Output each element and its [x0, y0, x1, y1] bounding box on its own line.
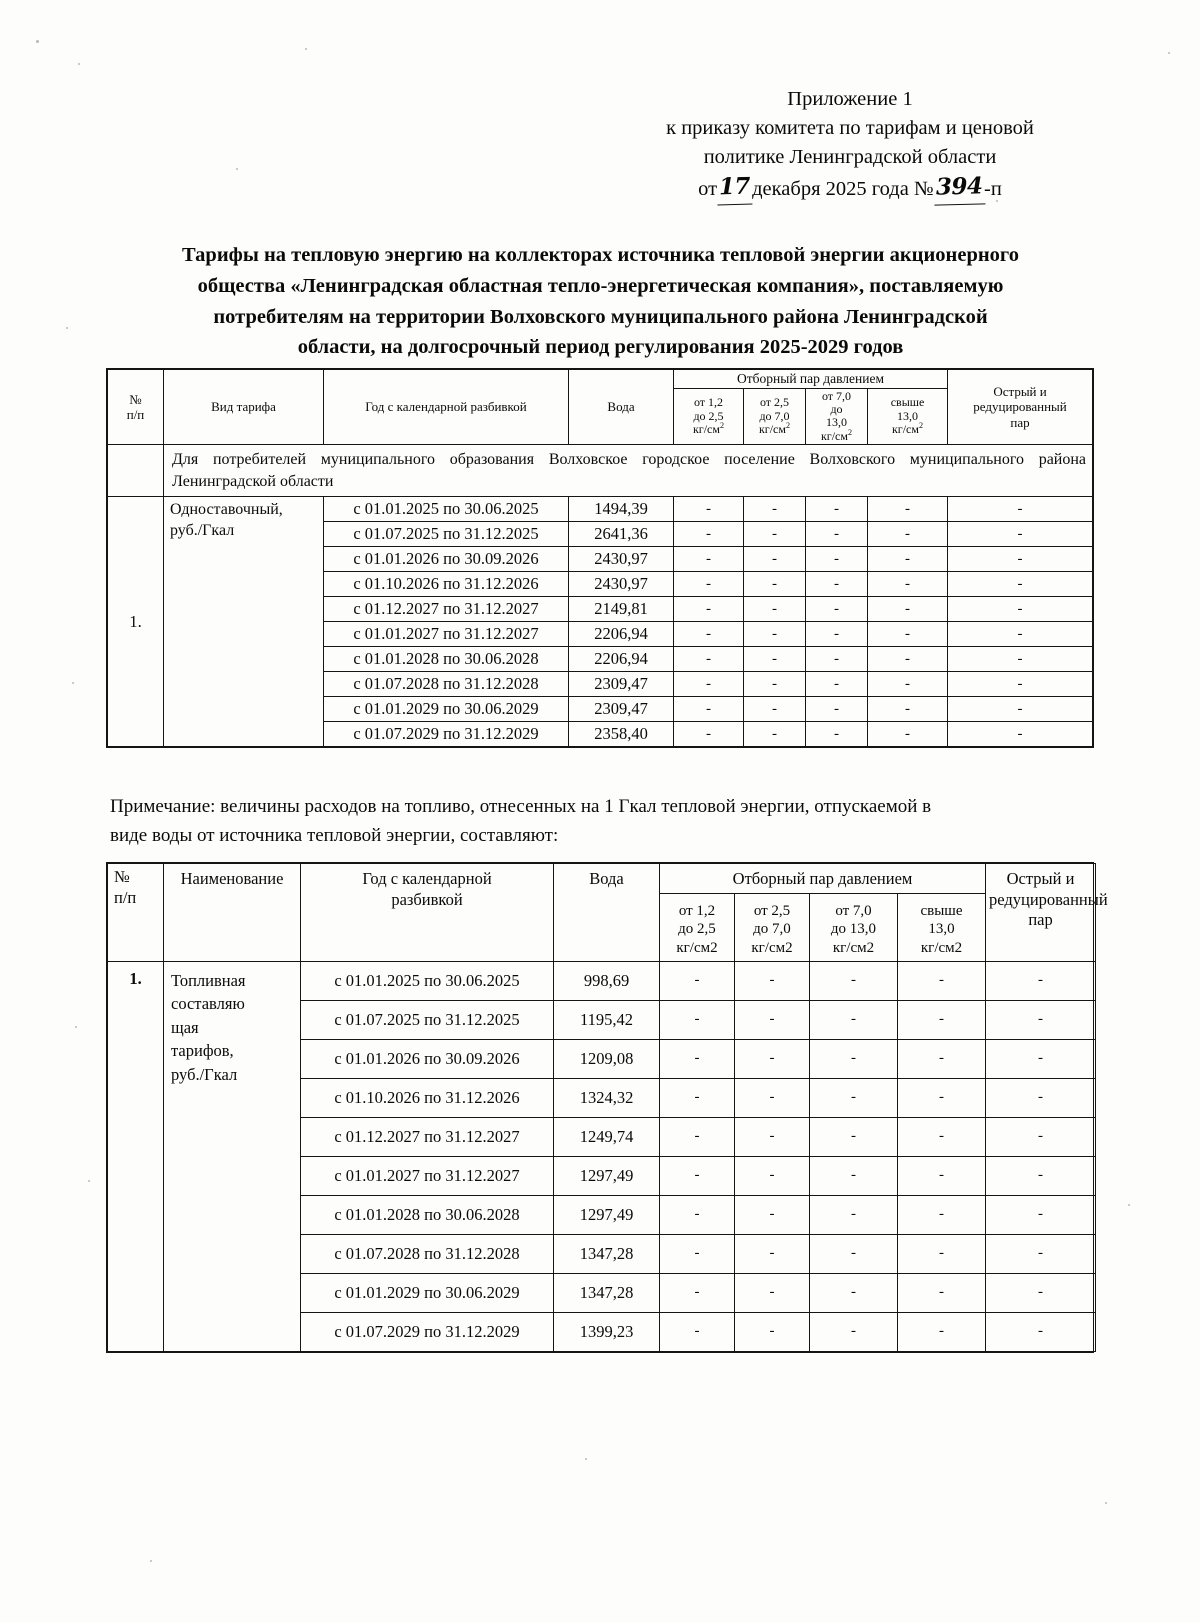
- order-date-line: [620, 172, 1080, 206]
- cell-period: с 01.01.2027 по 31.12.2027: [301, 1156, 554, 1195]
- cell-period: с 01.01.2026 по 30.09.2026: [301, 1039, 554, 1078]
- cell-sharp-steam: -: [986, 1000, 1096, 1039]
- th-sharp-reduced-steam: Острый и редуцированный пар: [948, 370, 1093, 445]
- order-reference-line-2: политике Ленинградской области: [703, 146, 997, 169]
- scan-speckle: [78, 63, 80, 65]
- cell-period: с 01.07.2025 по 31.12.2025: [301, 1000, 554, 1039]
- cell-steam-3: -: [810, 1273, 898, 1312]
- cell-steam-3: -: [806, 497, 868, 522]
- th-sharp-reduced-steam: Острый и редуцированный пар: [986, 864, 1096, 962]
- th-year-breakdown: Год с календарной разбивкой: [324, 370, 569, 445]
- cell-period: с 01.01.2026 по 30.09.2026: [324, 547, 569, 572]
- document-header: [620, 85, 1080, 206]
- cell-sharp-steam: -: [948, 497, 1093, 522]
- cell-steam-3: -: [806, 547, 868, 572]
- cell-steam-1: -: [674, 572, 744, 597]
- handwritten-day: 17: [717, 171, 753, 206]
- cell-steam-2: -: [735, 961, 810, 1000]
- cell-steam-4: -: [868, 497, 948, 522]
- cell-steam-4: -: [868, 572, 948, 597]
- cell-steam-2: -: [735, 1078, 810, 1117]
- cell-steam-4: -: [868, 622, 948, 647]
- order-reference-line-1: к приказу комитета по тарифам и ценовой: [666, 117, 1034, 140]
- cell-steam-1: -: [674, 497, 744, 522]
- cell-steam-2: -: [735, 1195, 810, 1234]
- cell-steam-3: -: [806, 722, 868, 747]
- title-line-3: потребителям на территории Волховского муниципального района Ленинградской: [213, 305, 988, 328]
- cell-water: 1249,74: [554, 1117, 660, 1156]
- cell-sharp-steam: -: [948, 597, 1093, 622]
- cell-steam-3: -: [810, 1234, 898, 1273]
- appendix-label: Приложение 1: [787, 88, 913, 110]
- cell-steam-2: -: [735, 1000, 810, 1039]
- cell-sharp-steam: -: [986, 1273, 1096, 1312]
- cell-steam-3: -: [810, 1039, 898, 1078]
- cell-period: с 01.01.2027 по 31.12.2027: [324, 622, 569, 647]
- cell-steam-4: -: [868, 522, 948, 547]
- th-water: Вода: [554, 864, 660, 962]
- tariff-table-container: [106, 368, 1094, 748]
- cell-sharp-steam: -: [948, 547, 1093, 572]
- cell-period: с 01.12.2027 по 31.12.2027: [301, 1117, 554, 1156]
- cell-steam-4: -: [898, 1273, 986, 1312]
- cell-steam-4: -: [868, 547, 948, 572]
- scan-speckle: [1128, 1204, 1130, 1206]
- cell-steam-1: -: [660, 961, 735, 1000]
- superscript-two: 2: [719, 421, 725, 431]
- scan-speckle: [1105, 1502, 1107, 1504]
- cell-steam-3: -: [810, 961, 898, 1000]
- cell-water: 2149,81: [569, 597, 674, 622]
- scan-speckle: [1168, 52, 1170, 54]
- cell-steam-4: -: [898, 1078, 986, 1117]
- cell-steam-1: -: [674, 597, 744, 622]
- cell-steam-3: -: [806, 647, 868, 672]
- cell-steam-1: -: [660, 1117, 735, 1156]
- cell-water: 1347,28: [554, 1273, 660, 1312]
- cell-steam-4: -: [868, 647, 948, 672]
- cell-water: 1399,23: [554, 1312, 660, 1351]
- cell-steam-2: -: [744, 722, 806, 747]
- row-number: 1.: [108, 497, 164, 747]
- th-steam-1-2-to-2-5: от 1,2 до 2,5 кг/см2: [660, 893, 735, 961]
- cell-steam-2: -: [744, 522, 806, 547]
- cell-sharp-steam: -: [986, 1156, 1096, 1195]
- cell-period: с 01.07.2028 по 31.12.2028: [324, 672, 569, 697]
- cell-steam-1: -: [674, 647, 744, 672]
- cell-steam-3: -: [810, 1078, 898, 1117]
- cell-period: с 01.01.2025 по 30.06.2025: [301, 961, 554, 1000]
- fuel-component-table-container: [106, 862, 1108, 1353]
- cell-water: 998,69: [554, 961, 660, 1000]
- cell-steam-2: -: [735, 1039, 810, 1078]
- cell-sharp-steam: -: [948, 647, 1093, 672]
- cell-period: с 01.12.2027 по 31.12.2027: [324, 597, 569, 622]
- th-steam-2-5-to-7-0: от 2,5 до 7,0 $кг/см^2$: [744, 388, 806, 445]
- cell-water: 1297,49: [554, 1156, 660, 1195]
- cell-sharp-steam: -: [948, 697, 1093, 722]
- th-steam-group: Отборный пар давлением: [674, 370, 948, 389]
- cell-steam-2: -: [744, 597, 806, 622]
- cell-steam-3: -: [810, 1312, 898, 1351]
- cell-water: 2430,97: [569, 547, 674, 572]
- cell-steam-1: -: [660, 1273, 735, 1312]
- th-water: Вода: [569, 370, 674, 445]
- th-year-breakdown: Год с календарной разбивкой: [301, 864, 554, 962]
- scan-speckle: [72, 682, 74, 684]
- cell-steam-2: -: [744, 622, 806, 647]
- handwritten-order-number: 394: [933, 171, 984, 206]
- cell-period: с 01.01.2028 по 30.06.2028: [301, 1195, 554, 1234]
- th-row-number: № п/п: [108, 370, 164, 445]
- cell-period: с 01.07.2028 по 31.12.2028: [301, 1234, 554, 1273]
- cell-steam-1: -: [660, 1195, 735, 1234]
- cell-period: с 01.10.2026 по 31.12.2026: [301, 1078, 554, 1117]
- cell-steam-2: -: [735, 1117, 810, 1156]
- scope-row-number-spacer: [108, 445, 164, 497]
- cell-steam-1: -: [674, 522, 744, 547]
- cell-water: 2309,47: [569, 672, 674, 697]
- cell-steam-3: -: [806, 597, 868, 622]
- cell-sharp-steam: -: [948, 522, 1093, 547]
- cell-steam-4: -: [898, 1117, 986, 1156]
- cell-steam-3: -: [806, 697, 868, 722]
- note-line-1: Примечание: величины расходов на топливо, отнесенных на 1 Гкал тепловой энергии, отпускаемой в: [110, 796, 932, 817]
- cell-steam-1: -: [660, 1156, 735, 1195]
- cell-steam-3: -: [806, 522, 868, 547]
- superscript-two: 2: [918, 421, 924, 431]
- cell-steam-3: -: [810, 1117, 898, 1156]
- cell-steam-1: -: [660, 1039, 735, 1078]
- tariff-type-label: Одноставочный, руб./Гкал: [164, 497, 324, 747]
- cell-steam-3: -: [806, 622, 868, 647]
- page-title: [108, 240, 1093, 363]
- cell-steam-4: -: [898, 1195, 986, 1234]
- cell-steam-1: -: [660, 1234, 735, 1273]
- cell-sharp-steam: -: [948, 672, 1093, 697]
- cell-sharp-steam: -: [948, 622, 1093, 647]
- table-header-row-top: [108, 370, 1093, 389]
- cell-water: 1347,28: [554, 1234, 660, 1273]
- cell-steam-3: -: [810, 1156, 898, 1195]
- tariff-table: [107, 369, 1093, 747]
- cell-period: с 01.07.2025 по 31.12.2025: [324, 522, 569, 547]
- cell-water: 1494,39: [569, 497, 674, 522]
- cell-steam-3: -: [806, 672, 868, 697]
- cell-steam-2: -: [744, 547, 806, 572]
- cell-period: с 01.10.2026 по 31.12.2026: [324, 572, 569, 597]
- th-steam-group: Отборный пар давлением: [660, 864, 986, 894]
- cell-steam-4: -: [898, 1039, 986, 1078]
- cell-sharp-steam: -: [986, 1039, 1096, 1078]
- cell-steam-2: -: [744, 497, 806, 522]
- cell-water: 2206,94: [569, 647, 674, 672]
- scan-speckle: [150, 1560, 152, 1562]
- table-scope-row: [108, 445, 1093, 497]
- cell-steam-1: -: [674, 697, 744, 722]
- scope-description: Для потребителей муниципального образования Волховское городское поселение Волховского муниципального района Ленинградской области: [164, 445, 1093, 497]
- cell-sharp-steam: -: [986, 1078, 1096, 1117]
- cell-steam-4: -: [898, 1312, 986, 1351]
- cell-steam-1: -: [674, 672, 744, 697]
- cell-steam-3: -: [810, 1195, 898, 1234]
- cell-steam-4: -: [898, 1234, 986, 1273]
- cell-water: 2206,94: [569, 622, 674, 647]
- table-row: [108, 961, 1096, 1000]
- note-line-2: виде воды от источника тепловой энергии, составляют:: [110, 824, 559, 846]
- th-steam-1-2-to-2-5: от 1,2 до 2,5 $кг/см^2$: [674, 388, 744, 445]
- order-number-suffix: -п: [984, 178, 1002, 201]
- th-steam-7-0-to-13-0: от 7,0 до 13,0 $кг/см^2$: [806, 388, 868, 445]
- cell-sharp-steam: -: [986, 1195, 1096, 1234]
- cell-sharp-steam: -: [986, 1117, 1096, 1156]
- cell-steam-1: -: [660, 1312, 735, 1351]
- table-row: [108, 497, 1093, 522]
- superscript-two: 2: [785, 421, 791, 431]
- cell-steam-4: -: [898, 1000, 986, 1039]
- cell-sharp-steam: -: [986, 1234, 1096, 1273]
- scan-speckle: [66, 327, 68, 329]
- cell-steam-2: -: [735, 1273, 810, 1312]
- cell-water: 1324,32: [554, 1078, 660, 1117]
- superscript-two: 2: [847, 427, 853, 437]
- th-steam-above-13-0: свыше 13,0 $кг/см^2$: [868, 388, 948, 445]
- cell-steam-2: -: [744, 697, 806, 722]
- title-line-4: области, на долгосрочный период регулирования 2025-2029 годов: [297, 336, 904, 359]
- cell-water: 2309,47: [569, 697, 674, 722]
- cell-water: 2358,40: [569, 722, 674, 747]
- scan-speckle: [36, 40, 39, 43]
- cell-period: с 01.01.2029 по 30.06.2029: [301, 1273, 554, 1312]
- cell-sharp-steam: -: [986, 1312, 1096, 1351]
- cell-steam-4: -: [868, 722, 948, 747]
- cell-steam-1: -: [660, 1078, 735, 1117]
- cell-steam-2: -: [744, 672, 806, 697]
- cell-sharp-steam: -: [948, 722, 1093, 747]
- cell-steam-3: -: [806, 572, 868, 597]
- cell-steam-2: -: [735, 1312, 810, 1351]
- scan-speckle: [75, 1026, 77, 1028]
- cell-steam-3: -: [810, 1000, 898, 1039]
- cell-steam-2: -: [744, 572, 806, 597]
- cell-steam-2: -: [744, 647, 806, 672]
- cell-steam-4: -: [898, 961, 986, 1000]
- cell-steam-1: -: [660, 1000, 735, 1039]
- cell-steam-2: -: [735, 1234, 810, 1273]
- scan-speckle: [236, 168, 238, 170]
- th-row-number: № п/п: [108, 864, 164, 962]
- th-steam-7-0-to-13-0: от 7,0 до 13,0 кг/см2: [810, 893, 898, 961]
- cell-period: с 01.01.2029 по 30.06.2029: [324, 697, 569, 722]
- cell-sharp-steam: -: [948, 572, 1093, 597]
- cell-steam-4: -: [868, 597, 948, 622]
- th-tariff-type: Вид тарифа: [164, 370, 324, 445]
- cell-period: с 01.07.2029 по 31.12.2029: [324, 722, 569, 747]
- th-steam-2-5-to-7-0: от 2,5 до 7,0 кг/см2: [735, 893, 810, 961]
- th-steam-above-13-0: свыше 13,0 кг/см2: [898, 893, 986, 961]
- cell-steam-1: -: [674, 547, 744, 572]
- table-header-row-top: [108, 864, 1096, 894]
- scan-speckle: [305, 48, 307, 50]
- cell-water: 1195,42: [554, 1000, 660, 1039]
- cell-period: с 01.07.2029 по 31.12.2029: [301, 1312, 554, 1351]
- order-date-middle: декабря 2025 года №: [752, 178, 934, 201]
- cell-steam-1: -: [674, 622, 744, 647]
- cell-water: 1209,08: [554, 1039, 660, 1078]
- cell-sharp-steam: -: [986, 961, 1096, 1000]
- fuel-component-table: [107, 863, 1108, 1352]
- title-line-1: Тарифы на тепловую энергию на коллекторах источника тепловой энергии акционерного: [182, 244, 1019, 266]
- scan-speckle: [585, 1458, 587, 1460]
- order-date-prefix: от: [698, 178, 718, 201]
- fuel-component-label: Топливная составляю щая тарифов, руб./Гкал: [164, 961, 301, 1351]
- cell-steam-4: -: [868, 697, 948, 722]
- note-paragraph: [110, 793, 1088, 850]
- title-line-2: общества «Ленинградская областная тепло-энергетическая компания», поставляемую: [197, 274, 1004, 297]
- cell-water: 2641,36: [569, 522, 674, 547]
- cell-water: 1297,49: [554, 1195, 660, 1234]
- scan-speckle: [88, 1180, 90, 1182]
- th-name: Наименование: [164, 864, 301, 962]
- cell-steam-4: -: [898, 1156, 986, 1195]
- cell-period: с 01.01.2028 по 30.06.2028: [324, 647, 569, 672]
- row-number: 1.: [108, 961, 164, 1351]
- cell-steam-1: -: [674, 722, 744, 747]
- cell-steam-4: -: [868, 672, 948, 697]
- cell-steam-2: -: [735, 1156, 810, 1195]
- cell-water: 2430,97: [569, 572, 674, 597]
- cell-period: с 01.01.2025 по 30.06.2025: [324, 497, 569, 522]
